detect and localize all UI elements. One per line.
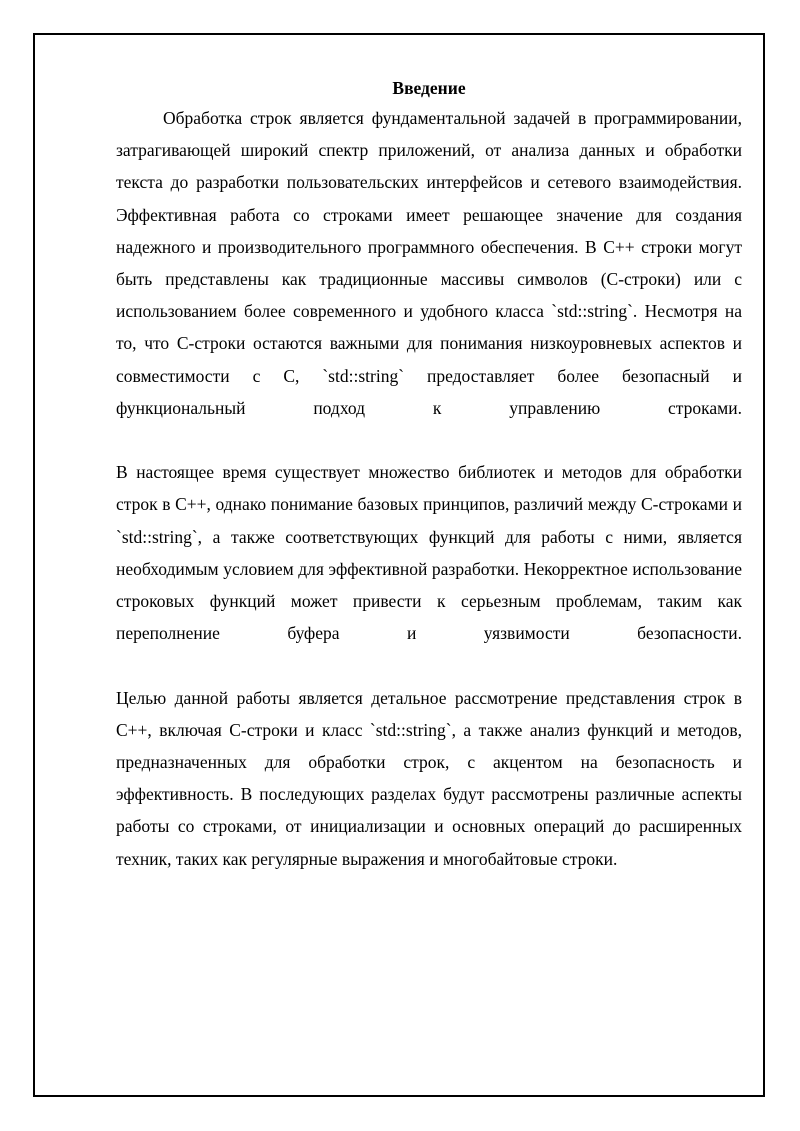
document-body — [116, 76, 742, 875]
paragraph-goal: Целью данной работы является детальное рассмотрение представления строк в C++, включая C-строки и класс `std::string`, а также анализ функций и методов, предназначенных для обработки строк, с акцентом на безопасность и эффективность. В последующих разделах будут рассмотрены различные аспекты работы со строками, от инициализации и основных операций до расширенных техник, таких как регулярные выражения и многобайтовые строки. — [116, 687, 742, 869]
paragraph-intro: Обработка строк является фундаментальной задачей в программировании, затрагивающей широкий спектр приложений, от анализа данных и обработки текста до разработки пользовательских интерфейсов и сетевого взаимодействия. Эффективная работа со строками имеет решающее значение для создания надежного и производительного программного обеспечения. В C++ строки могут быть представлены как традиционные массивы символов (C-строки) или с использованием более современного и удобного класса `std::string`. Несмотря на то, что C-строки остаются важными для понимания низкоуровневых аспектов и совместимости с C, `std::string` предоставляет более безопасный и функциональный подход к управлению строками. — [116, 108, 742, 418]
paragraph-spacer — [116, 424, 742, 456]
paragraph-spacer — [116, 649, 742, 681]
paragraph-libraries: В настоящее время существует множество библиотек и методов для обработки строк в C++, однако понимание базовых принципов, различий между C-строками и `std::string`, а также соответствующих функций для работы с ними, является необходимым условием для эффективной разработки. Некорректное использование строковых функций может привести к серьезным проблемам, таким как переполнение буфера и уязвимости безопасности. — [116, 462, 742, 644]
document-title: Введение — [392, 78, 466, 98]
